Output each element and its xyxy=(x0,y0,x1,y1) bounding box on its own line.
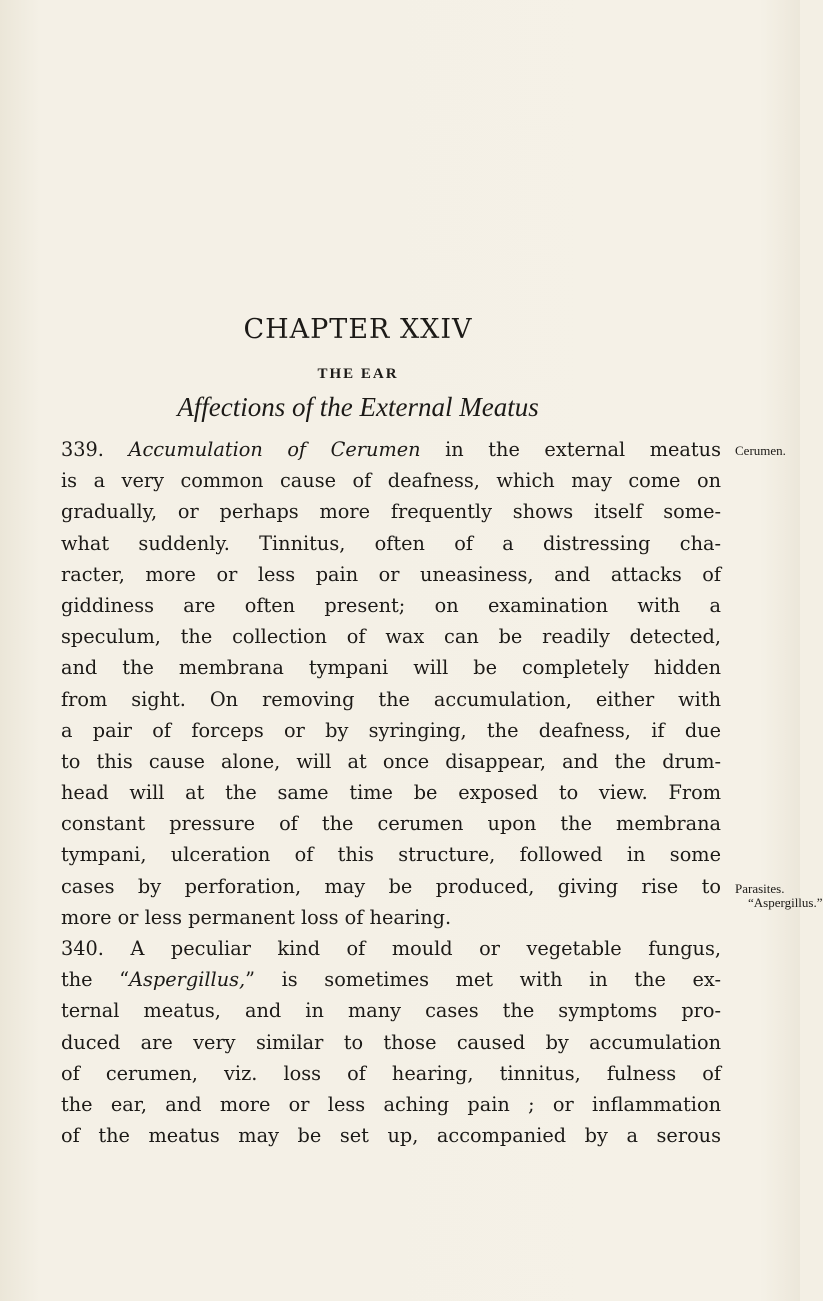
paragraph-line: of cerumen, viz. loss of hearing, tinnitus, fulness of xyxy=(61,1061,721,1085)
section-title: THE EAR xyxy=(317,366,399,382)
paragraph-line: cases by perforation, may be produced, giving rise to xyxy=(61,874,721,898)
paragraph-line: to this cause alone, will at once disappear, and the drum- xyxy=(61,749,721,773)
margin-note-parasites: Parasites. xyxy=(735,881,785,896)
aspergillus-term: Aspergillus, xyxy=(129,968,246,992)
paragraph-line: giddiness are often present; on examination with a xyxy=(61,593,721,617)
quote-open: the “ xyxy=(61,968,130,992)
paragraph-line: head will at the same time be exposed to view. From xyxy=(61,781,721,805)
subsection-title: Affections of the External Meatus xyxy=(177,392,539,422)
paragraph-line: speculum, the collection of wax can be readily detected, xyxy=(61,625,721,649)
paragraph-line: tympani, ulceration of this structure, followed in some xyxy=(61,843,721,867)
paragraph-339-heading: Accumulation of Cerumen xyxy=(128,438,421,461)
margin-note-cerumen: Cerumen. xyxy=(735,443,786,458)
paragraph-line: ternal meatus, and in many cases the symptoms pro- xyxy=(61,999,721,1023)
body-text xyxy=(61,434,721,1151)
paragraph-line: constant pressure of the cerumen upon the membrana xyxy=(61,812,721,836)
paragraph-340-line-1 xyxy=(61,933,721,964)
paragraph-line: of the meatus may be set up, accompanied by a serous xyxy=(61,1124,721,1148)
paragraph-340-text: ” is sometimes met with in the ex- xyxy=(245,968,721,992)
chapter-title: CHAPTER XXIV xyxy=(243,314,473,345)
paragraph-line: gradually, or perhaps more frequently shows itself some- xyxy=(61,500,721,524)
paragraph-340-number: 340. xyxy=(61,937,104,960)
paragraph-line: duced are very similar to those caused by accumulation xyxy=(61,1030,721,1054)
paragraph-line: and the membrana tympani will be completely hidden xyxy=(61,656,721,680)
paragraph-line: a pair of forceps or by syringing, the deafness, if due xyxy=(61,718,721,742)
paragraph-line: what suddenly. Tinnitus, often of a distressing cha- xyxy=(61,531,721,555)
paragraph-line: from sight. On removing the accumulation, either with xyxy=(61,687,721,711)
margin-note-aspergillus: “Aspergillus.” xyxy=(748,895,823,910)
paragraph-line: the ear, and more or less aching pain ; or inflammation xyxy=(61,1092,721,1116)
paragraph-339-number: 339. xyxy=(61,438,104,461)
paragraph-line: more or less permanent loss of hearing. xyxy=(61,905,452,929)
paragraph-line: is a very common cause of deafness, which may come on xyxy=(61,469,721,493)
paragraph-340-line-2 xyxy=(61,964,721,995)
paragraph-339-text: in the external meatus xyxy=(420,438,721,461)
paragraph-340-text: A peculiar kind of mould or vegetable fungus, xyxy=(103,937,721,960)
paragraph-line: racter, more or less pain or uneasiness, and attacks of xyxy=(61,562,721,586)
paragraph-339-line-1 xyxy=(61,434,721,465)
